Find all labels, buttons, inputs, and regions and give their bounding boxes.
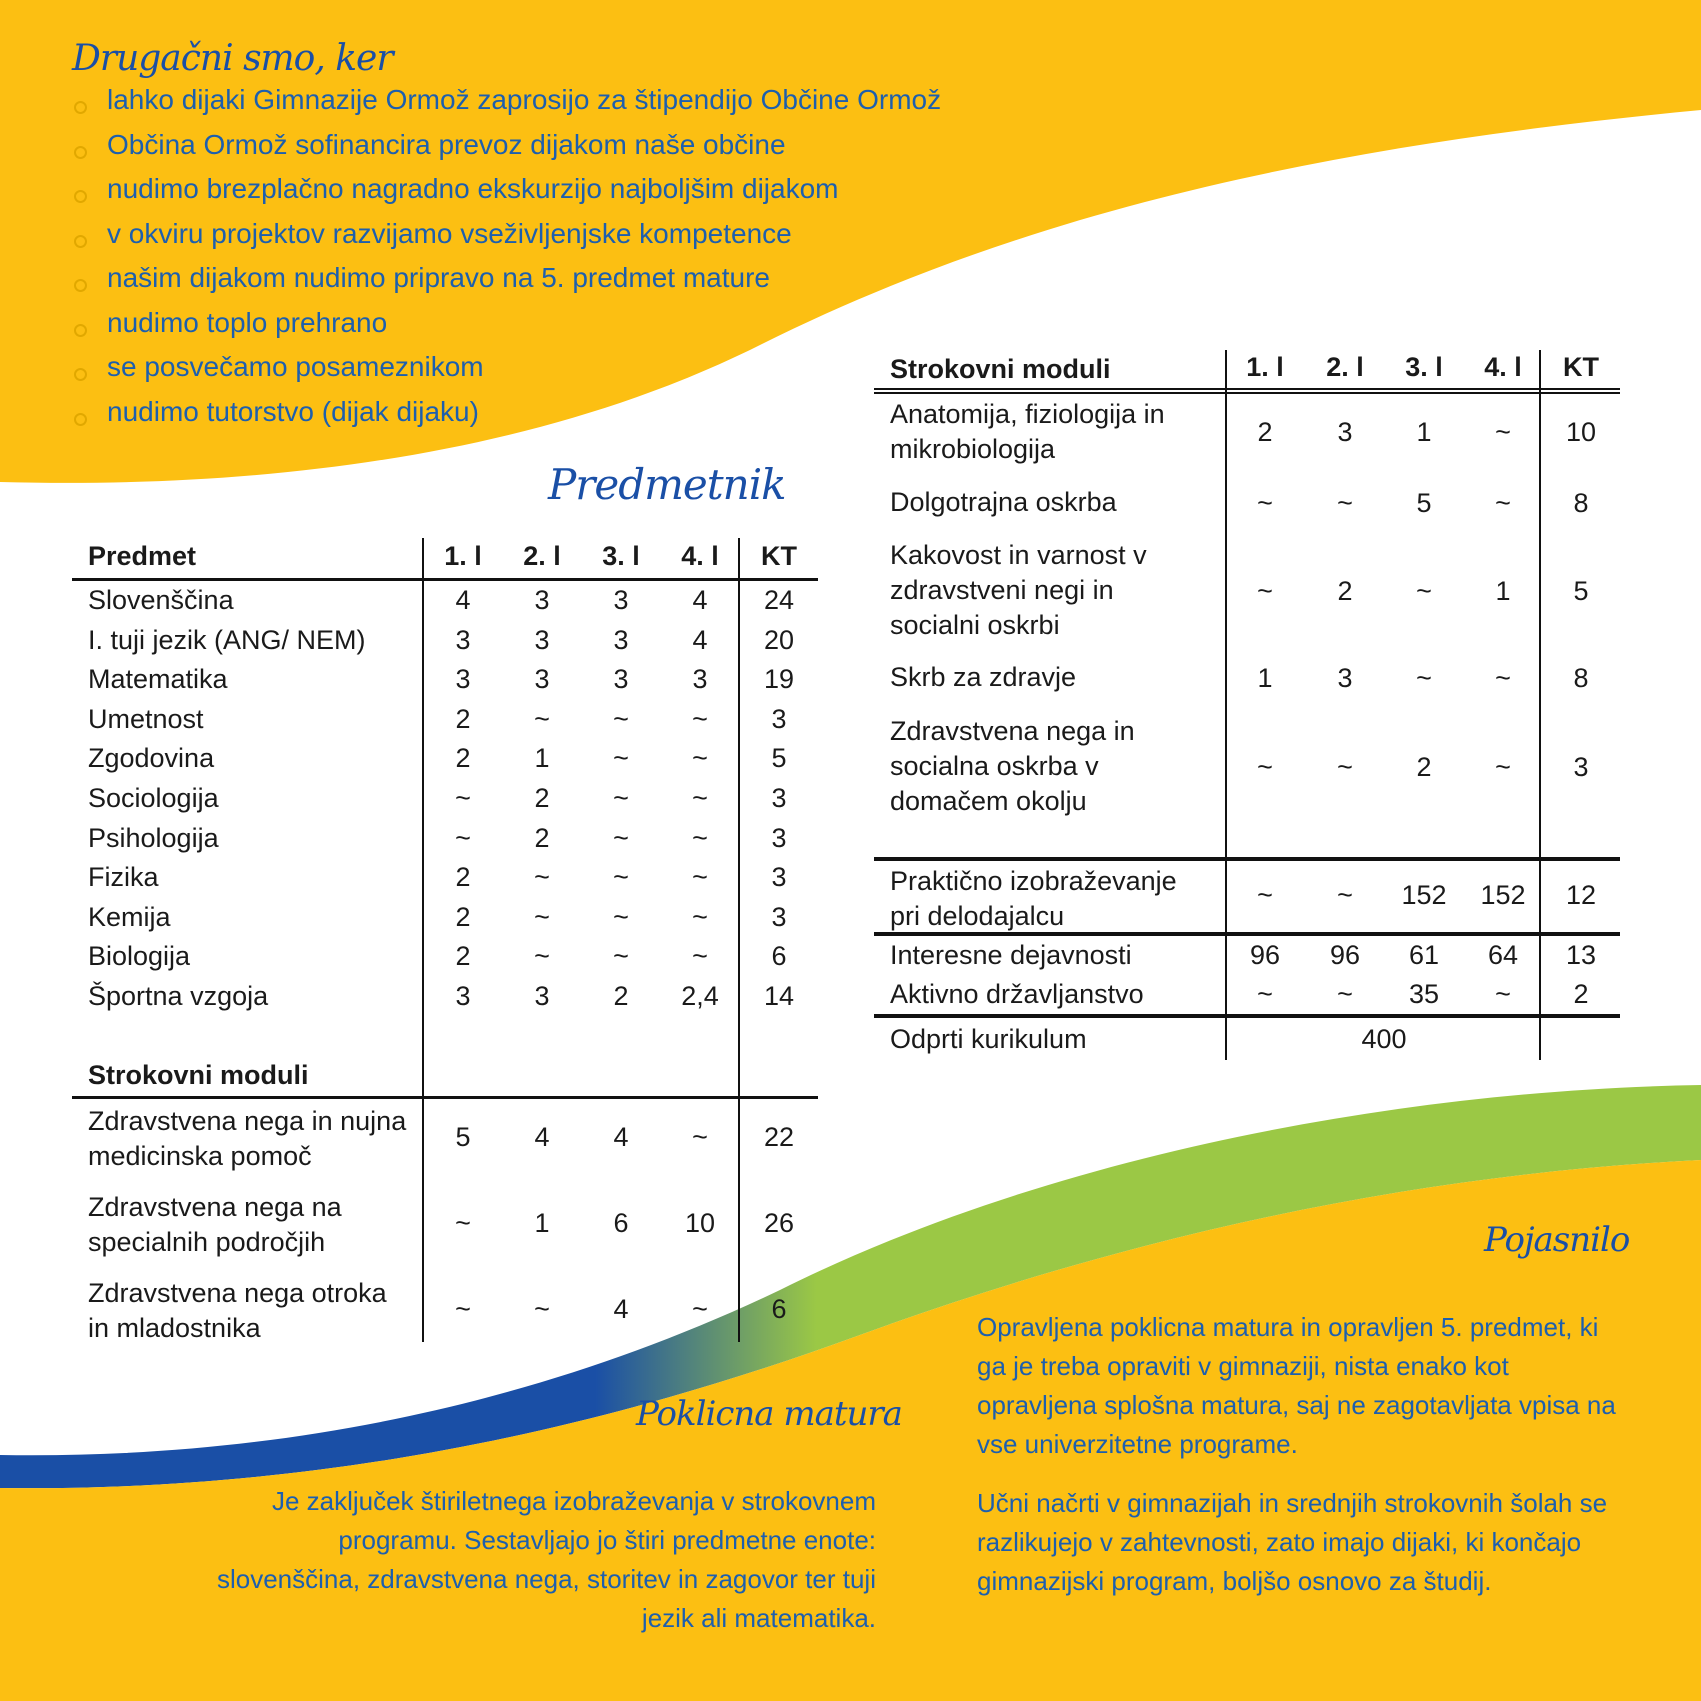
table-cell: 5 — [1416, 487, 1432, 518]
table-cell: 3 — [771, 822, 787, 853]
practical-name: Praktično izobraževanje pri delodajalcu — [890, 866, 1177, 931]
table-cell: 24 — [763, 585, 795, 615]
subject-name: Kemija — [88, 901, 171, 932]
header-cell: 4. l — [1484, 352, 1522, 382]
table-cell: ~ — [534, 941, 550, 972]
modules-rule — [72, 1096, 818, 1099]
table-cell: ~ — [1337, 979, 1353, 1009]
module-name: Zdravstvena nega otroka in mladostnika — [88, 1278, 387, 1343]
table-cell: 8 — [1573, 487, 1589, 518]
benefit-text: nudimo brezplačno nagradno ekskurzijo najboljšim dijakom — [107, 173, 839, 204]
table-cell: 19 — [763, 664, 795, 695]
header-cell: 3. l — [1405, 352, 1443, 382]
poklicna-matura-text: Je zaključek štiriletnega izobraževanja v strokovnem programu. Sestavljajo jo štiri predmetne enote: slovenščina, zdravstvena nega, storitev in zagovor ter tuji jezik ali matematika. — [216, 1486, 876, 1633]
header-cell: KT — [1563, 352, 1599, 382]
table-cell: 2 — [1416, 752, 1432, 782]
open-rule — [874, 1014, 1620, 1018]
subject-name: Zgodovina — [88, 743, 215, 774]
extra-rule — [874, 932, 1620, 936]
table-cell: 152 — [1480, 880, 1526, 910]
table-cell: 14 — [763, 981, 795, 1011]
header-cell: 2. l — [1326, 352, 1364, 382]
table-cell: 1 — [1416, 417, 1432, 447]
table-cell: ~ — [1257, 576, 1273, 606]
header-rule — [874, 388, 1620, 390]
table-cell: 3 — [534, 664, 550, 695]
table-cell: ~ — [692, 901, 708, 932]
table-cell: 6 — [771, 1294, 787, 1324]
table-cell: 3 — [1337, 417, 1353, 447]
table-cell: ~ — [534, 703, 550, 734]
module-name: Zdravstvena nega in socialna oskrba v domačem okolju — [890, 716, 1135, 816]
table-cell: 6 — [771, 941, 787, 972]
benefit-text: nudimo toplo prehrano — [107, 306, 388, 338]
table-cell: 2 — [1337, 576, 1353, 606]
benefit-item — [74, 84, 941, 116]
table-cell: ~ — [1257, 752, 1273, 782]
table-cell: 2 — [534, 822, 550, 853]
table-cell: ~ — [534, 1294, 550, 1324]
header-rule — [72, 578, 818, 581]
table-cell: ~ — [455, 783, 471, 813]
table-cell: 64 — [1487, 940, 1519, 970]
table-cell: ~ — [1337, 880, 1353, 910]
table-cell: 4 — [613, 1122, 629, 1152]
table-cell: ~ — [613, 703, 629, 734]
table-cell: 12 — [1565, 880, 1597, 910]
module-name: Dolgotrajna oskrba — [890, 487, 1117, 517]
table-cell: ~ — [1257, 880, 1273, 910]
table-cell: 3 — [455, 981, 471, 1011]
table-cell: ~ — [613, 901, 629, 932]
table-cell: 61 — [1408, 940, 1440, 970]
table-cell: 3 — [771, 901, 787, 932]
benefit-text: v okviru projektov razvijamo vseživljenjske kompetence — [107, 217, 792, 249]
benefits-title: Drugačni smo, ker — [72, 38, 393, 79]
divider-kt — [1539, 350, 1541, 1060]
header-cell: Predmet — [88, 541, 197, 571]
table-cell: 5 — [455, 1122, 471, 1152]
benefit-item — [74, 262, 770, 294]
table-cell: 3 — [455, 624, 471, 655]
table-cell: ~ — [1495, 979, 1511, 1009]
subject-name: Sociologija — [88, 783, 219, 813]
subject-name: Umetnost — [88, 703, 204, 734]
table-cell: ~ — [1416, 662, 1432, 693]
module-name: Anatomija, fiziologija in mikrobiologija — [890, 399, 1165, 464]
table-cell: 8 — [1573, 662, 1589, 693]
table-cell: 2 — [455, 703, 471, 734]
activity-name: Interesne dejavnosti — [890, 940, 1132, 970]
header-cell: KT — [761, 541, 797, 571]
table-cell: ~ — [1495, 752, 1511, 782]
circle-bullet-icon — [74, 101, 87, 114]
circle-bullet-icon — [74, 190, 87, 203]
circle-bullet-icon — [74, 279, 87, 292]
table-cell: 1 — [534, 1208, 550, 1238]
table-cell: 6 — [613, 1208, 629, 1238]
table-cell: ~ — [613, 862, 629, 893]
table-cell: 3 — [613, 585, 629, 615]
table-cell: 3 — [1573, 752, 1589, 782]
table-cell: 4 — [455, 585, 471, 615]
circle-bullet-icon — [74, 368, 87, 381]
benefit-item — [74, 129, 786, 161]
benefit-text: se posvečamo posameznikom — [107, 351, 484, 382]
table-cell: ~ — [1495, 417, 1511, 447]
table-cell: ~ — [1337, 487, 1353, 518]
module-name: Kakovost in varnost v zdravstveni negi in socialni oskrbi — [890, 540, 1147, 640]
table-cell: 3 — [613, 664, 629, 695]
subject-name: Športna vzgoja — [88, 981, 269, 1011]
table-cell: ~ — [455, 1294, 471, 1324]
table-cell: 26 — [763, 1208, 795, 1238]
table-cell: 10 — [684, 1208, 716, 1238]
table-cell: 3 — [1337, 662, 1353, 693]
table-cell: 4 — [613, 1294, 629, 1324]
table-cell: ~ — [692, 822, 708, 853]
table-cell: 2 — [455, 941, 471, 972]
circle-bullet-icon — [74, 146, 87, 159]
benefit-item — [74, 351, 484, 383]
subject-name: Psihologija — [88, 822, 219, 853]
header-cell: 1. l — [444, 541, 482, 571]
benefit-text: lahko dijaki Gimnazije Ormož zaprosijo za štipendijo Občine Ormož — [107, 84, 942, 115]
table-cell: 3 — [771, 862, 787, 893]
table-cell: 3 — [534, 624, 550, 655]
table-cell: 3 — [534, 585, 550, 615]
table-cell: ~ — [613, 743, 629, 774]
table-cell: 20 — [763, 624, 795, 655]
table-cell: 1 — [1257, 662, 1273, 693]
table-cell: ~ — [1495, 487, 1511, 518]
table-cell: 96 — [1249, 940, 1281, 970]
table-cell: ~ — [534, 862, 550, 893]
predmetnik-title: Predmetnik — [548, 460, 786, 509]
table-cell: 1 — [1495, 576, 1511, 606]
table-cell: ~ — [1495, 662, 1511, 693]
open-curriculum-label: Odprti kurikulum — [890, 1024, 1087, 1054]
open-curriculum-value: 400 — [1361, 1024, 1407, 1054]
header-cell: 1. l — [1246, 352, 1284, 382]
table-cell: ~ — [1416, 576, 1432, 606]
table-cell: 4 — [692, 624, 708, 655]
table-cell: ~ — [455, 1208, 471, 1238]
table-cell: 5 — [771, 743, 787, 774]
table-cell: 2 — [455, 901, 471, 932]
modules-header: Strokovni moduli — [88, 1060, 309, 1090]
pojasnilo-paragraph-1: Opravljena poklicna matura in opravljen 5. predmet, ki ga je treba opraviti v gimnaziji, nista enako kot opravljena splošna matura, saj ne zagotavljata vpisa na vse univerzitetne programe. — [977, 1312, 1616, 1459]
benefit-text: Občina Ormož sofinancira prevoz dijakom naše občine — [107, 128, 786, 160]
benefit-item — [74, 218, 792, 250]
benefit-text: nudimo tutorstvo (dijak dijaku) — [107, 395, 479, 427]
table-cell: 3 — [534, 981, 550, 1011]
table-cell: ~ — [692, 941, 708, 972]
table-cell: ~ — [534, 901, 550, 932]
table-cell: 4 — [534, 1122, 550, 1152]
table-cell: 2 — [455, 743, 471, 774]
table-cell: 3 — [771, 783, 787, 813]
table-cell: ~ — [613, 783, 629, 813]
module-name: Zdravstvena nega na specialnih področjih — [88, 1192, 342, 1257]
table-cell: 3 — [692, 664, 708, 695]
circle-bullet-icon — [74, 324, 87, 337]
header-cell: 2. l — [523, 541, 561, 571]
subject-name: I. tuji jezik (ANG/ NEM) — [88, 624, 366, 655]
divider-kt — [738, 538, 740, 1342]
subject-name: Fizika — [88, 862, 159, 893]
table-cell: 2 — [1257, 417, 1273, 447]
table-cell: 10 — [1565, 417, 1597, 447]
pojasnilo-title: Pojasnilo — [1484, 1220, 1630, 1260]
table-cell: 152 — [1401, 880, 1447, 910]
divider-name — [1225, 350, 1227, 1060]
subject-name: Slovenščina — [88, 585, 234, 615]
header-cell: Strokovni moduli — [890, 354, 1111, 384]
benefit-item — [74, 307, 387, 339]
table-cell: ~ — [1337, 752, 1353, 782]
benefit-text: našim dijakom nudimo pripravo na 5. predmet mature — [107, 262, 770, 293]
circle-bullet-icon — [74, 413, 87, 426]
subject-name: Matematika — [88, 664, 228, 695]
table-cell: 2,4 — [681, 981, 719, 1011]
table-cell: 2 — [534, 783, 550, 813]
table-cell: ~ — [1257, 979, 1273, 1009]
table-cell: 96 — [1329, 940, 1361, 970]
table-cell: ~ — [1257, 487, 1273, 518]
table-cell: 22 — [763, 1122, 795, 1152]
table-cell: 5 — [1573, 576, 1589, 606]
table-cell: 2 — [613, 981, 629, 1011]
table-cell: 3 — [771, 703, 787, 734]
table-cell: ~ — [692, 1294, 708, 1324]
table-cell: ~ — [613, 941, 629, 972]
divider-name — [422, 538, 424, 1342]
benefit-item — [74, 396, 479, 428]
header-cell: 4. l — [681, 541, 719, 571]
circle-bullet-icon — [74, 235, 87, 248]
module-name: Zdravstvena nega in nujna medicinska pomoč — [88, 1106, 407, 1171]
module-name: Skrb za zdravje — [890, 662, 1077, 692]
table-cell: ~ — [692, 743, 708, 774]
practical-rule — [874, 857, 1620, 861]
header-rule — [874, 392, 1620, 394]
table-cell: 2 — [455, 862, 471, 893]
pojasnilo-paragraph-2: Učni načrti v gimnazijah in srednjih strokovnih šolah se razlikujejo v zahtevnosti, zato imajo dijaki, ki končajo gimnazijski program, boljšo osnovo za študij. — [977, 1488, 1608, 1596]
table-cell: 2 — [1573, 979, 1589, 1009]
benefit-item — [74, 173, 839, 205]
poklicna-matura-title: Poklicna matura — [636, 1394, 902, 1434]
table-cell: 4 — [692, 585, 708, 615]
activity-name: Aktivno državljanstvo — [890, 979, 1144, 1009]
table-cell: ~ — [692, 862, 708, 893]
table-cell: ~ — [613, 822, 629, 853]
table-cell: 13 — [1565, 940, 1597, 970]
header-cell: 3. l — [602, 541, 640, 571]
table-cell: ~ — [692, 1122, 708, 1152]
subject-name: Biologija — [88, 941, 191, 972]
table-cell: ~ — [692, 703, 708, 734]
table-cell: ~ — [455, 822, 471, 853]
table-cell: 3 — [455, 664, 471, 695]
table-cell: ~ — [692, 783, 708, 813]
table-cell: 35 — [1408, 979, 1440, 1009]
table-cell: 1 — [534, 743, 550, 774]
table-cell: 3 — [613, 624, 629, 655]
